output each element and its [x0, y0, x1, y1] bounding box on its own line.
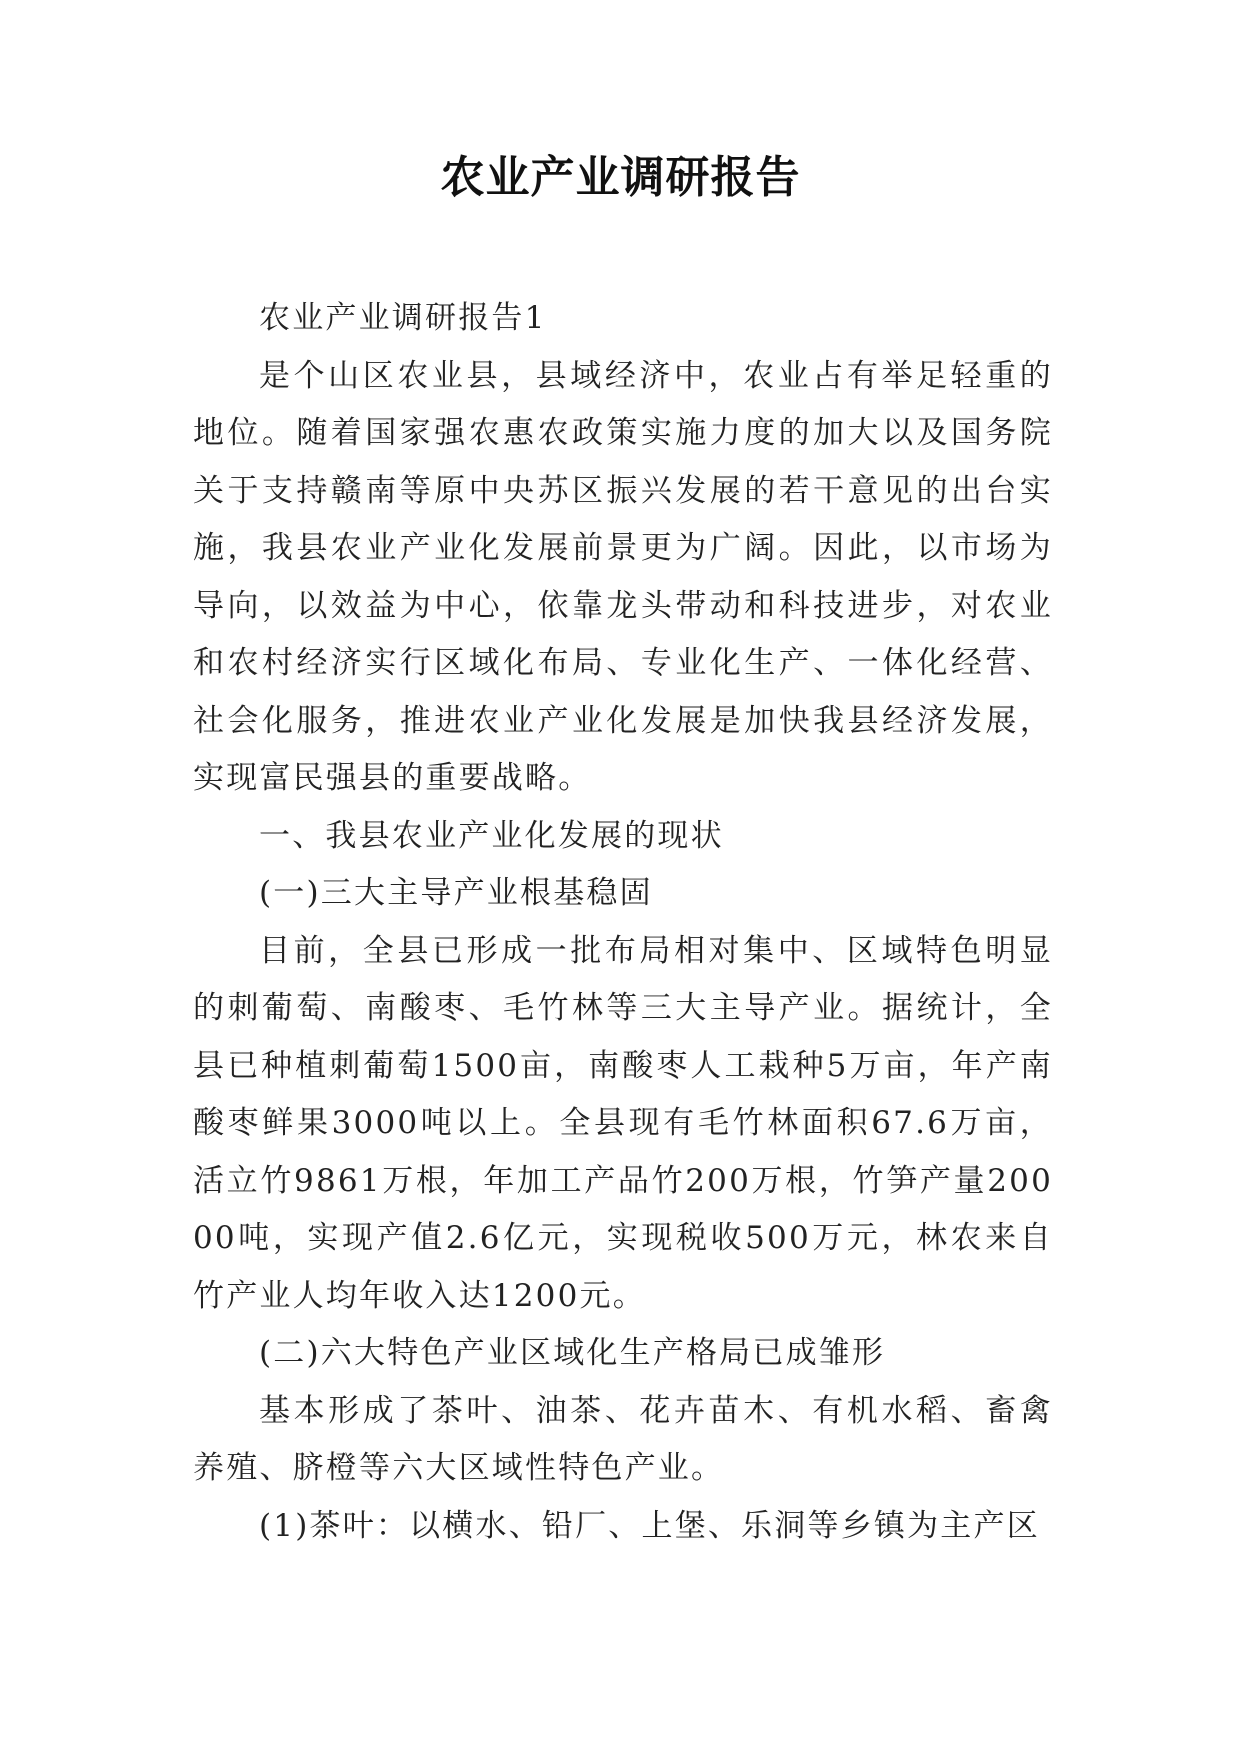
paragraph-report-heading: 农业产业调研报告1	[259, 300, 547, 336]
section-heading-status: 一、我县农业产业化发展的现状	[259, 817, 724, 854]
paragraph-main-industries: 目前，全县已形成一批布局相对集中、区域特色明显的刺葡萄、南酸枣、毛竹林等三大主导产业。据统计，全县已种植刺葡萄1500亩，南酸枣人工栽种5万亩，年产南酸枣鲜果3000吨以上。全县现有毛竹林面积67.6万亩，活立竹9861万根，年加工产品竹200万根，竹笋产量20000吨，实现产值2.6亿元，实现税收500万元，林农来自竹产业人均年收入达1200元。	[193, 932, 1053, 1314]
paragraph-intro: 是个山区农业县，县域经济中，农业占有举足轻重的地位。随着国家强农惠农政策实施力度的加大以及国务院关于支持赣南等原中央苏区振兴发展的若干意见的出台实施，我县农业产业化发展前景更为广阔。因此，以市场为导向，以效益为中心，依靠龙头带动和科技进步，对农业和农村经济实行区域化布局、专业化生产、一体化经营、社会化服务，推进农业产业化发展是加快我县经济发展，实现富民强县的重要战略。	[193, 357, 1053, 796]
document-body	[193, 290, 1053, 1555]
subsection-heading-main-industries: (一)三大主导产业根基稳固	[259, 875, 653, 911]
subsection-heading-characteristic-industries: (二)六大特色产业区域化生产格局已成雏形	[259, 1335, 886, 1371]
paragraph-tea: (1)茶叶：以横水、铅厂、上堡、乐洞等乡镇为主产区	[259, 1507, 1040, 1544]
paragraph-characteristic-industries: 基本形成了茶叶、油茶、花卉苗木、有机水稻、畜禽养殖、脐橙等六大区域性特色产业。	[193, 1392, 1053, 1486]
document-title: 农业产业调研报告	[440, 152, 801, 203]
